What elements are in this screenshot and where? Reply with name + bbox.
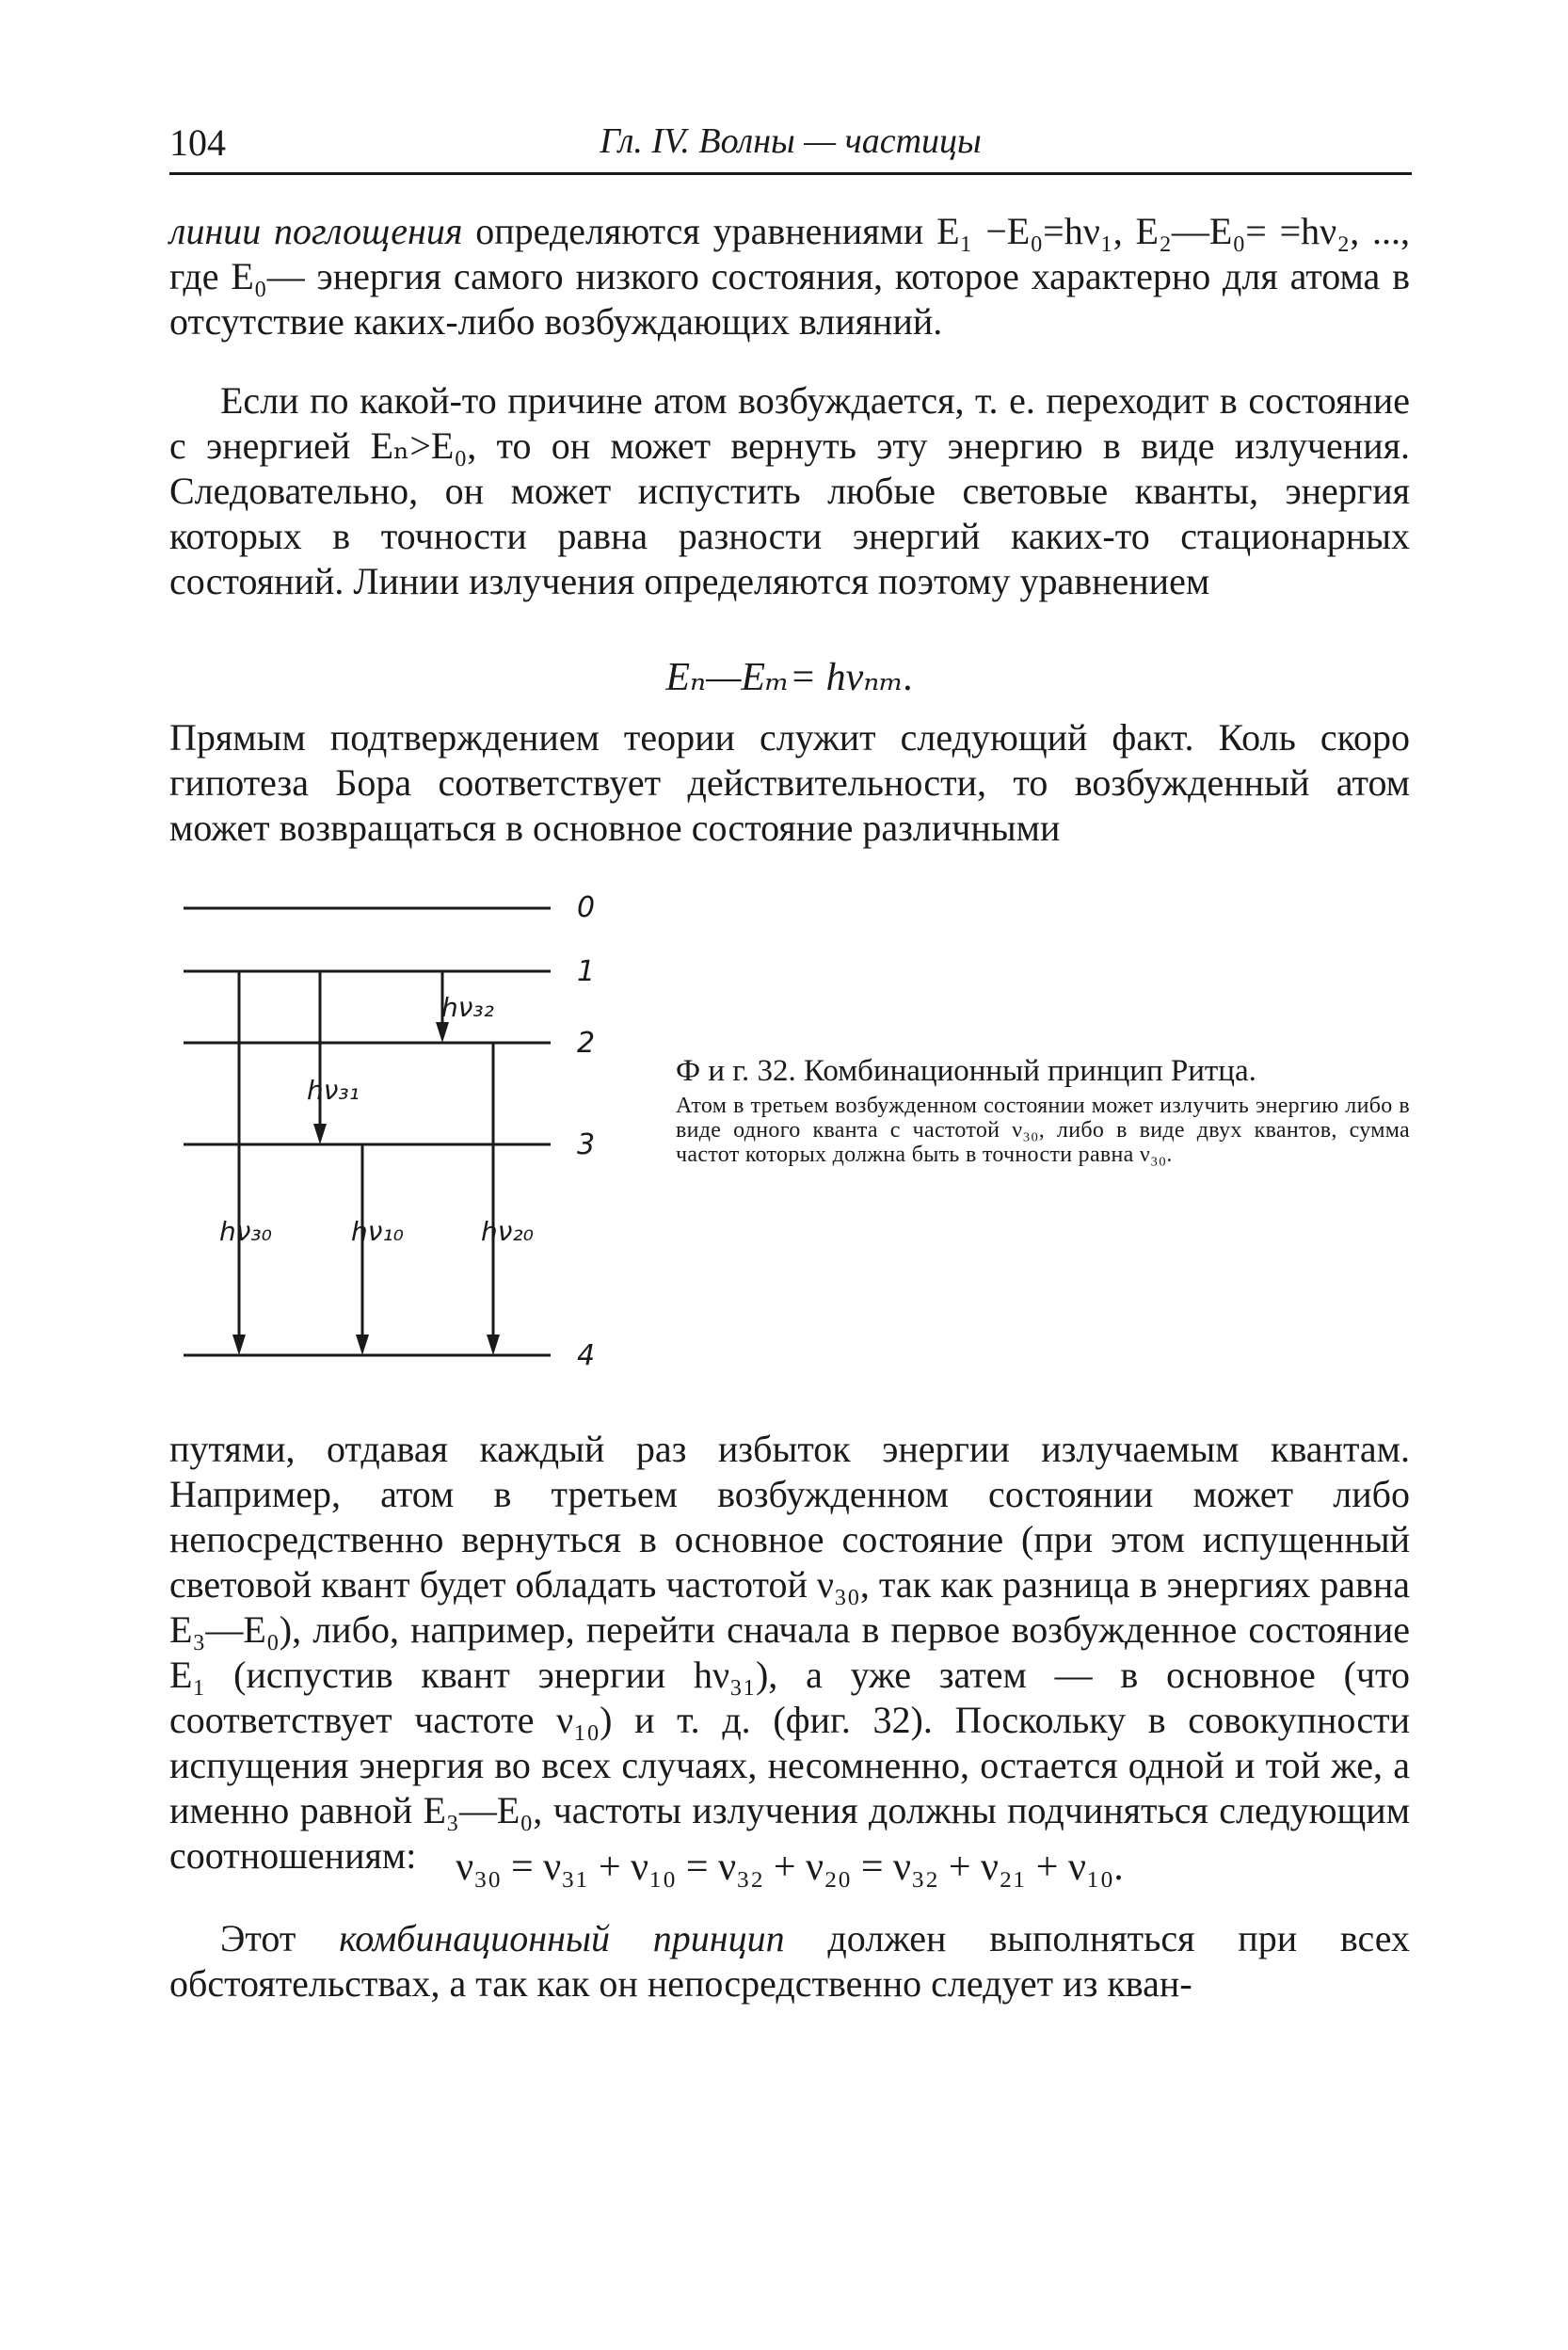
energy-level-diagram [184, 875, 635, 1388]
paragraph-5-lead: Этот [220, 1917, 340, 1959]
paragraph-5-text: должен выполняться при всех обстоятельствах, а так как он непосредственно следует из кван- [169, 1917, 1410, 2005]
label-hv30: hν₃₀ [219, 1216, 272, 1247]
term-combination-principle: комбинационный принцип [339, 1917, 785, 1959]
level-label-0: 4 [577, 1339, 596, 1372]
level-label-1: 3 [577, 1128, 596, 1161]
level-label-3: 1 [577, 955, 596, 988]
figure-caption [676, 1052, 1410, 1167]
label-hv20: hν₂₀ [481, 1216, 534, 1247]
arrowhead-3-1 [313, 1124, 327, 1144]
arrowhead-3-2 [436, 1022, 449, 1043]
caption-title: Ф и г. 32. Комбинационный принцип Ритца. [676, 1054, 1256, 1088]
paragraph-confirmation: Прямым подтверждением теории служит следующий факт. Коль скоро гипотеза Бора соответствует действительности, то возбужденный атом может возвращаться в основное состояние различными [169, 716, 1410, 849]
paragraph-1-text: определяются уравнениями E₁ −E₀=hν₁, E₂—E₀= =hν₂, ..., где E₀— энергия самого низкого состояния, которое характерно для атома в отсутствие каких-либо возбуждающих влияний. [169, 210, 1410, 343]
term-absorption-lines: линии поглощения [169, 210, 463, 252]
equation-emission-lines: Eₙ—Eₘ= hνₙₘ. [665, 656, 914, 699]
label-hv10: hν₁₀ [351, 1216, 404, 1247]
level-label-4: 0 [577, 891, 596, 924]
arrowhead-1-0 [356, 1335, 369, 1355]
header-rule [169, 172, 1412, 175]
page-number: 104 [169, 121, 226, 164]
equation-frequency-relations: ν₃₀ = ν₃₁ + ν₁₀ = ν₃₂ + ν₂₀ = ν₃₂ + ν₂₁ + ν₁₀. [456, 1846, 1124, 1889]
figure-energy-levels [184, 875, 635, 1388]
caption-body: Атом в третьем возбужденном состоянии может излучить энергию либо в виде одного кванта с частотой ν₃₀, либо в виде двух квантов, сумма частот которых должна быть в точности равна ν₃₀. [676, 1094, 1410, 1167]
running-title: Гл. IV. Волны — частицы [600, 121, 982, 161]
page-header [169, 120, 1412, 168]
arrowhead-2-0 [487, 1335, 500, 1355]
paragraph-absorption-lines [169, 209, 1410, 344]
paragraph-emission: Если по какой-то причине атом возбуждается, т. е. переходит в состояние с энергией Eₙ>E₀, то он может вернуть эту энергию в виде излучения. Следовательно, он может испустить любые световые кванты, энергия которых в точности равна разности энергий каких-то стационарных состояний. Линии излучения определяются поэтому уравнением [169, 379, 1410, 602]
level-label-2: 2 [577, 1027, 596, 1060]
arrowhead-3-0 [232, 1335, 246, 1355]
label-hv32: hν₃₂ [441, 992, 494, 1023]
paragraph-combination-principle [169, 1916, 1410, 2006]
label-hv31: hν₃₁ [307, 1075, 360, 1106]
paragraph-ritz-explanation: путями, отдавая каждый раз избыток энергии излучаемым квантам. Например, атом в третьем возбужденном состоянии может либо непосредственно вернуться в основное состояние (при этом испущенный световой квант будет обладать частотой ν₃₀, так как разница в энергиях равна E₃—E₀), либо, например, перейти сначала в первое возбужденное состояние E₁ (испустив квант энергии hν₃₁), а уже затем — в основное (что соответствует частоте ν₁₀) и т. д. (фиг. 32). Поскольку в совокупности испущения энергия во всех случаях, несомненно, остается одной и той же, а именно равной E₃—E₀, частоты излучения должны подчиняться следующим соотношениям: [169, 1428, 1410, 1877]
